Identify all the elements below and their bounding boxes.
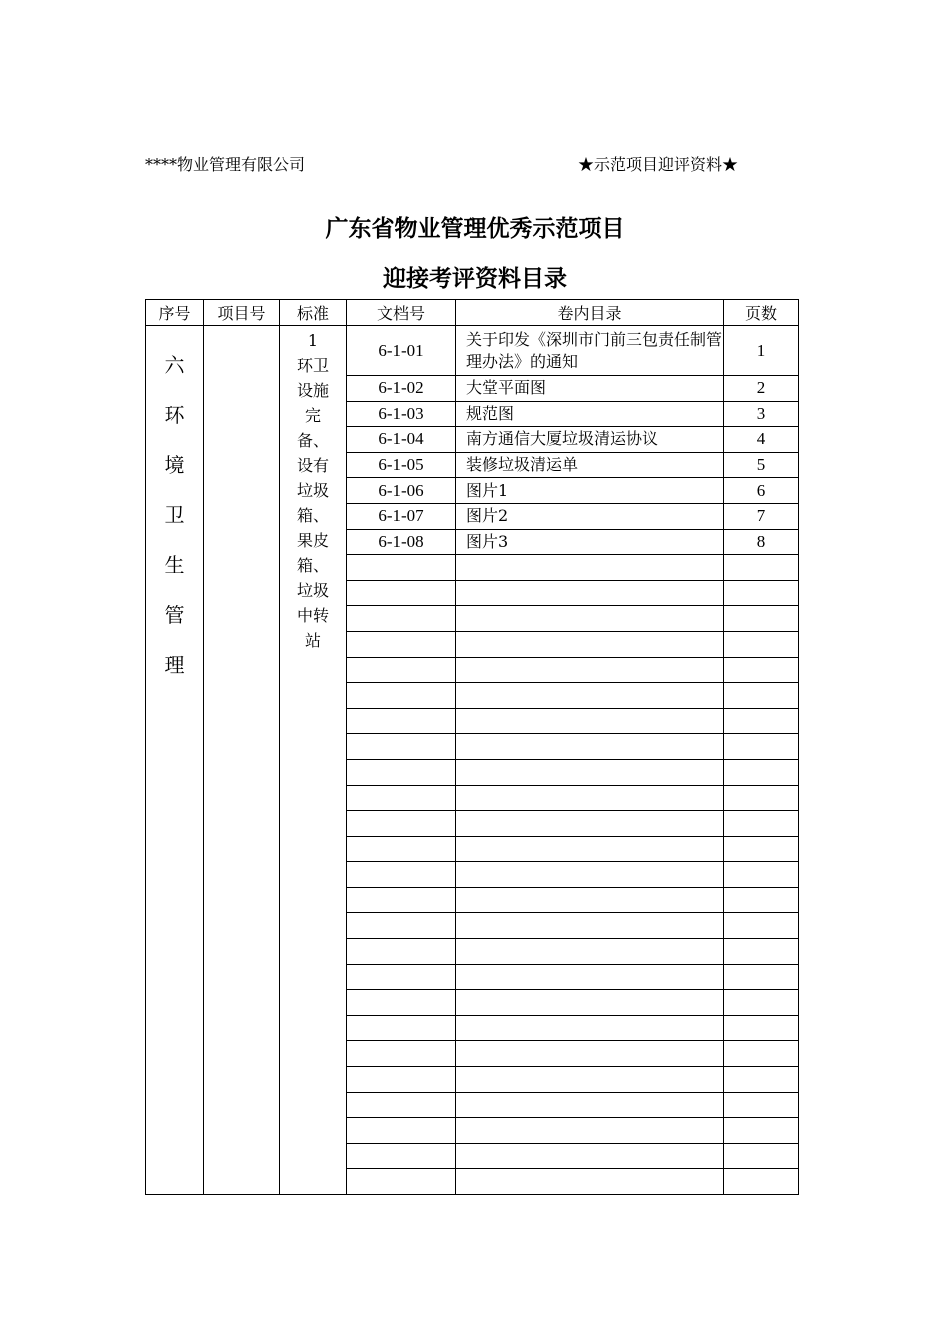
- doc-number: 6-1-01: [347, 326, 456, 376]
- empty-cell: [724, 734, 799, 760]
- empty-cell: [724, 580, 799, 606]
- empty-cell: [456, 1143, 724, 1169]
- empty-cell: [724, 1118, 799, 1144]
- standard-line: 完: [304, 406, 321, 425]
- empty-cell: [724, 708, 799, 734]
- empty-cell: [347, 913, 456, 939]
- empty-cell: [456, 631, 724, 657]
- empty-cell: [347, 606, 456, 632]
- doc-title: 装修垃圾清运单: [456, 452, 724, 478]
- empty-cell: [347, 862, 456, 888]
- standard-line: 设有: [296, 456, 329, 475]
- empty-cell: [347, 811, 456, 837]
- empty-cell: [456, 1015, 724, 1041]
- doc-number: 6-1-07: [347, 503, 456, 529]
- empty-cell: [347, 580, 456, 606]
- empty-cell: [347, 964, 456, 990]
- table-row: [146, 326, 799, 376]
- standard-line: 设施: [296, 381, 329, 400]
- empty-cell: [347, 708, 456, 734]
- standard-line: 环卫: [296, 356, 329, 375]
- empty-cell: [456, 555, 724, 581]
- empty-cell: [456, 708, 724, 734]
- empty-cell: [347, 734, 456, 760]
- page-count: 3: [724, 401, 799, 427]
- standard-line: 垃圾: [296, 581, 329, 600]
- empty-cell: [724, 887, 799, 913]
- doc-number: 6-1-08: [347, 529, 456, 555]
- section-char: 环: [164, 403, 185, 427]
- empty-cell: [347, 657, 456, 683]
- empty-cell: [456, 887, 724, 913]
- empty-cell: [347, 939, 456, 965]
- empty-cell: [724, 1169, 799, 1195]
- standard-line: 垃圾: [296, 481, 329, 500]
- section-cell: [146, 326, 204, 1195]
- empty-cell: [347, 683, 456, 709]
- empty-cell: [724, 759, 799, 785]
- empty-cell: [347, 1015, 456, 1041]
- col-header-seq: 序号: [146, 300, 204, 326]
- empty-cell: [724, 1015, 799, 1041]
- empty-cell: [347, 836, 456, 862]
- empty-cell: [456, 657, 724, 683]
- standard-line: 箱、: [296, 506, 329, 525]
- doc-title: 大堂平面图: [456, 376, 724, 402]
- doc-number: 6-1-02: [347, 376, 456, 402]
- page-count: 6: [724, 478, 799, 504]
- header-tag: ★示范项目迎评资料★: [578, 155, 739, 174]
- empty-cell: [456, 683, 724, 709]
- empty-cell: [456, 990, 724, 1016]
- empty-cell: [724, 939, 799, 965]
- page-count: 1: [724, 326, 799, 376]
- empty-cell: [347, 555, 456, 581]
- empty-cell: [456, 964, 724, 990]
- col-header-standard: 标准: [280, 300, 347, 326]
- doc-title: 南方通信大厦垃圾清运协议: [456, 427, 724, 453]
- empty-cell: [724, 1092, 799, 1118]
- empty-cell: [456, 1041, 724, 1067]
- empty-cell: [347, 1169, 456, 1195]
- empty-cell: [456, 836, 724, 862]
- empty-cell: [347, 631, 456, 657]
- empty-cell: [724, 990, 799, 1016]
- page-count: 5: [724, 452, 799, 478]
- doc-number: 6-1-05: [347, 452, 456, 478]
- empty-cell: [724, 683, 799, 709]
- doc-title: 关于印发《深圳市门前三包责任制管理办法》的通知: [456, 326, 724, 376]
- col-header-project: 项目号: [204, 300, 280, 326]
- empty-cell: [724, 836, 799, 862]
- empty-cell: [456, 1169, 724, 1195]
- empty-cell: [456, 734, 724, 760]
- table-header-row: [146, 300, 799, 326]
- empty-cell: [347, 759, 456, 785]
- section-char: 卫: [164, 503, 185, 527]
- section-char: 管: [164, 603, 185, 627]
- empty-cell: [724, 862, 799, 888]
- doc-title: 规范图: [456, 401, 724, 427]
- empty-cell: [724, 913, 799, 939]
- company-name: ****物业管理有限公司: [145, 155, 306, 174]
- doc-number: 6-1-04: [347, 427, 456, 453]
- standard-line: 1: [307, 331, 319, 350]
- standard-line: 备、: [296, 431, 329, 450]
- empty-cell: [456, 811, 724, 837]
- empty-cell: [456, 939, 724, 965]
- doc-title: 图片3: [456, 529, 724, 555]
- document-subtitle: 迎接考评资料目录: [383, 265, 567, 292]
- empty-cell: [724, 964, 799, 990]
- empty-cell: [456, 1067, 724, 1093]
- catalog-table: [145, 299, 799, 1195]
- empty-cell: [347, 1067, 456, 1093]
- col-header-docno: 文档号: [347, 300, 456, 326]
- empty-cell: [724, 606, 799, 632]
- empty-cell: [347, 785, 456, 811]
- empty-cell: [456, 862, 724, 888]
- empty-cell: [724, 1067, 799, 1093]
- standard-cell: [280, 326, 347, 1195]
- empty-cell: [456, 759, 724, 785]
- doc-number: 6-1-06: [347, 478, 456, 504]
- empty-cell: [456, 913, 724, 939]
- empty-cell: [724, 1041, 799, 1067]
- document-title: 广东省物业管理优秀示范项目: [325, 215, 625, 242]
- empty-cell: [456, 1092, 724, 1118]
- empty-cell: [724, 657, 799, 683]
- empty-cell: [724, 1143, 799, 1169]
- empty-cell: [724, 631, 799, 657]
- page-count: 8: [724, 529, 799, 555]
- empty-cell: [724, 785, 799, 811]
- doc-title: 图片2: [456, 503, 724, 529]
- page-count: 4: [724, 427, 799, 453]
- page-count: 7: [724, 503, 799, 529]
- section-char: 六: [164, 353, 185, 377]
- standard-line: 中转: [296, 606, 329, 625]
- standard-line: 果皮: [296, 531, 329, 550]
- empty-cell: [456, 606, 724, 632]
- empty-cell: [347, 887, 456, 913]
- empty-cell: [456, 580, 724, 606]
- section-char: 理: [164, 653, 185, 677]
- empty-cell: [724, 555, 799, 581]
- empty-cell: [724, 811, 799, 837]
- section-char: 生: [164, 553, 185, 577]
- doc-title: 图片1: [456, 478, 724, 504]
- standard-line: 站: [304, 631, 321, 650]
- standard-line: 箱、: [296, 556, 329, 575]
- col-header-contents: 卷内目录: [456, 300, 724, 326]
- empty-cell: [347, 1143, 456, 1169]
- empty-cell: [347, 1041, 456, 1067]
- empty-cell: [347, 990, 456, 1016]
- empty-cell: [347, 1118, 456, 1144]
- empty-cell: [347, 1092, 456, 1118]
- empty-cell: [456, 1118, 724, 1144]
- doc-number: 6-1-03: [347, 401, 456, 427]
- empty-cell: [456, 785, 724, 811]
- section-char: 境: [164, 453, 185, 477]
- project-no-cell: [204, 326, 280, 1195]
- page-count: 2: [724, 376, 799, 402]
- col-header-pages: 页数: [724, 300, 799, 326]
